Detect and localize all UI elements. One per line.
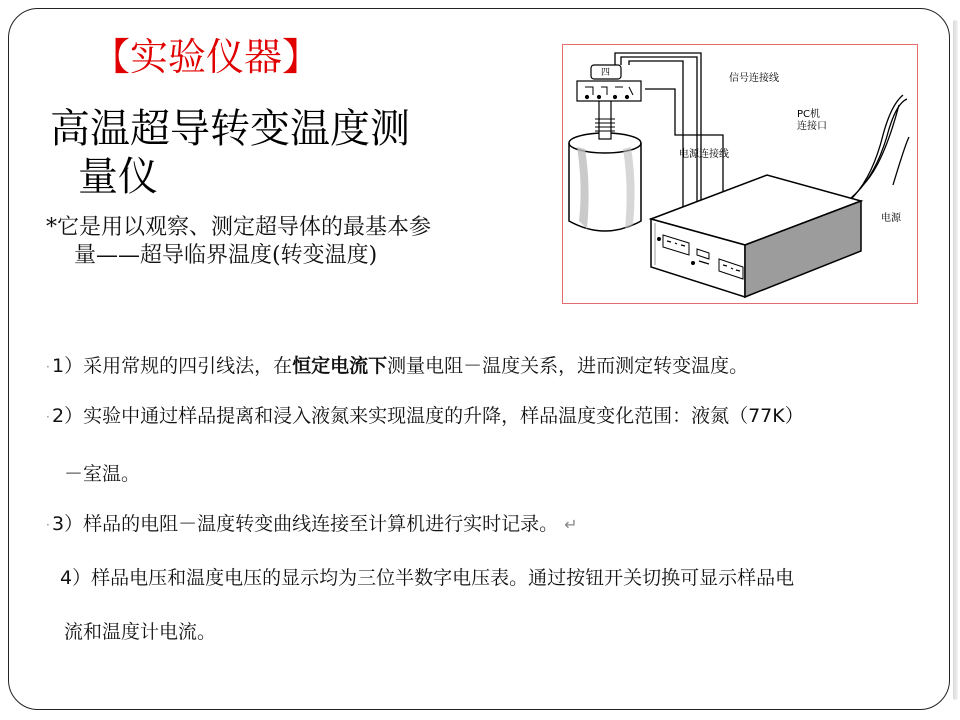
item-2-line1: 2）实验中通过样品提离和浸入液氮来实现温度的升降，样品温度变化范围：液氮（77K） — [52, 405, 804, 427]
list-item-continuation — [64, 618, 216, 646]
item-marker: · — [46, 517, 50, 532]
list-item — [46, 402, 804, 431]
pc-port-label-line1: PC机 — [797, 109, 821, 120]
list-item — [60, 564, 794, 592]
pc-port-label-line2: 连接口 — [797, 121, 827, 132]
power-cable-label: 电源连接线 — [679, 149, 729, 160]
return-mark: ↵ — [564, 515, 578, 534]
main-title-line2: 量仪 — [78, 154, 158, 200]
main-title-line1: 高温超导转变温度测 — [50, 106, 410, 152]
item-1-bold: 恒定电流下 — [292, 355, 388, 377]
signal-cable-label: 信号连接线 — [729, 73, 779, 84]
main-title — [50, 105, 500, 201]
item-2-line2: －室温。 — [64, 463, 141, 485]
dewar-shading — [577, 147, 635, 229]
description — [46, 214, 536, 270]
power-label: 电源 — [881, 213, 901, 224]
item-3-text: 3）样品的电阻－温度转变曲线连接至计算机进行实时记录。 — [52, 513, 559, 535]
description-line1: *它是用以观察、测定超导体的最基本参 — [46, 215, 432, 240]
section-title: 【实验仪器】 — [92, 35, 321, 79]
item-marker: · — [46, 359, 50, 374]
item-1-suffix: 测量电阻－温度关系，进而测定转变温度。 — [387, 355, 749, 377]
item-marker: · — [46, 409, 50, 424]
list-item — [46, 352, 748, 381]
probe-label: 四 — [601, 68, 611, 78]
item-1-prefix: 1）采用常规的四引线法，在 — [52, 355, 293, 377]
description-line2: 量——超导临界温度(转变温度) — [74, 243, 378, 268]
slide-shadow — [953, 20, 958, 700]
list-item — [46, 510, 578, 539]
instrument-diagram — [562, 44, 918, 304]
item-4-line2: 流和温度计电流。 — [64, 621, 217, 643]
item-4-line1: 4）样品电压和温度电压的显示均为三位半数字电压表。通过按钮开关切换可显示样品电 — [60, 567, 795, 589]
list-item-continuation — [64, 460, 140, 488]
